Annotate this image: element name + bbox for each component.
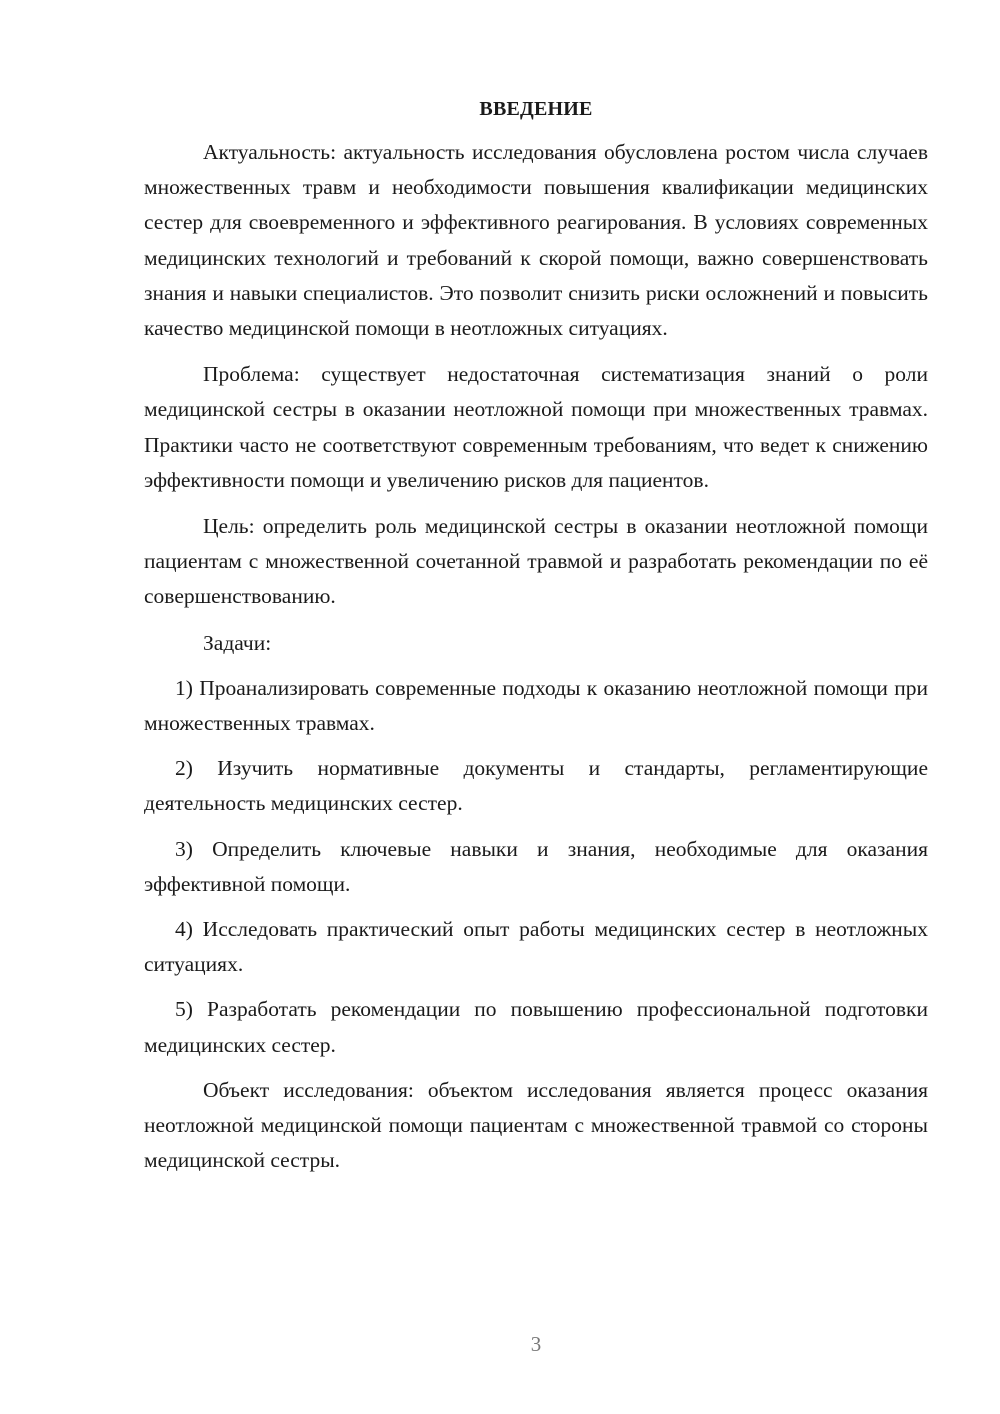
page-number: 3	[530, 1332, 542, 1356]
section-title: ВВЕДЕНИЕ	[479, 98, 593, 120]
task-item: 5) Разработать рекомендации по повышению профессиональной подготовки медицинских сестер.	[144, 997, 928, 1057]
task-item: 4) Исследовать практический опыт работы медицинских сестер в неотложных ситуациях.	[144, 917, 928, 977]
problem-paragraph: Проблема: существует недостаточная систематизация знаний о роли медицинской сестры в оказании неотложной помощи при множественных травмах. Практики часто не соответствуют современным требованиям, что ведет к снижению эффективности помощи и увеличению рисков для пациентов.	[144, 362, 928, 492]
relevance-paragraph: Актуальность: актуальность исследования обусловлена ростом числа случаев множественных травм и необходимости повышения квалификации медицинских сестер для своевременного и эффективного реагирования. В условиях современных медицинских технологий и требований к скорой помощи, важно совершенствовать знания и навыки специалистов. Это позволит снизить риски осложнений и повысить качество медицинской помощи в неотложных ситуациях.	[144, 140, 928, 341]
tasks-heading: Задачи:	[203, 630, 272, 655]
goal-paragraph: Цель: определить роль медицинской сестры в оказании неотложной помощи пациентам с множественной сочетанной травмой и разработать рекомендации по её совершенствованию.	[144, 514, 928, 609]
task-item: 3) Определить ключевые навыки и знания, необходимые для оказания эффективной помощи.	[144, 836, 928, 896]
object-paragraph: Объект исследования: объектом исследования является процесс оказания неотложной медицинской помощи пациентам с множественной травмой со стороны медицинской сестры.	[144, 1077, 928, 1173]
task-list	[144, 671, 928, 1063]
task-item: 2) Изучить нормативные документы и стандарты, регламентирующие деятельность медицинских сестер.	[144, 756, 928, 816]
task-item: 1) Проанализировать современные подходы к оказанию неотложной помощи при множественных травмах.	[144, 675, 928, 736]
page-content	[144, 92, 928, 1189]
